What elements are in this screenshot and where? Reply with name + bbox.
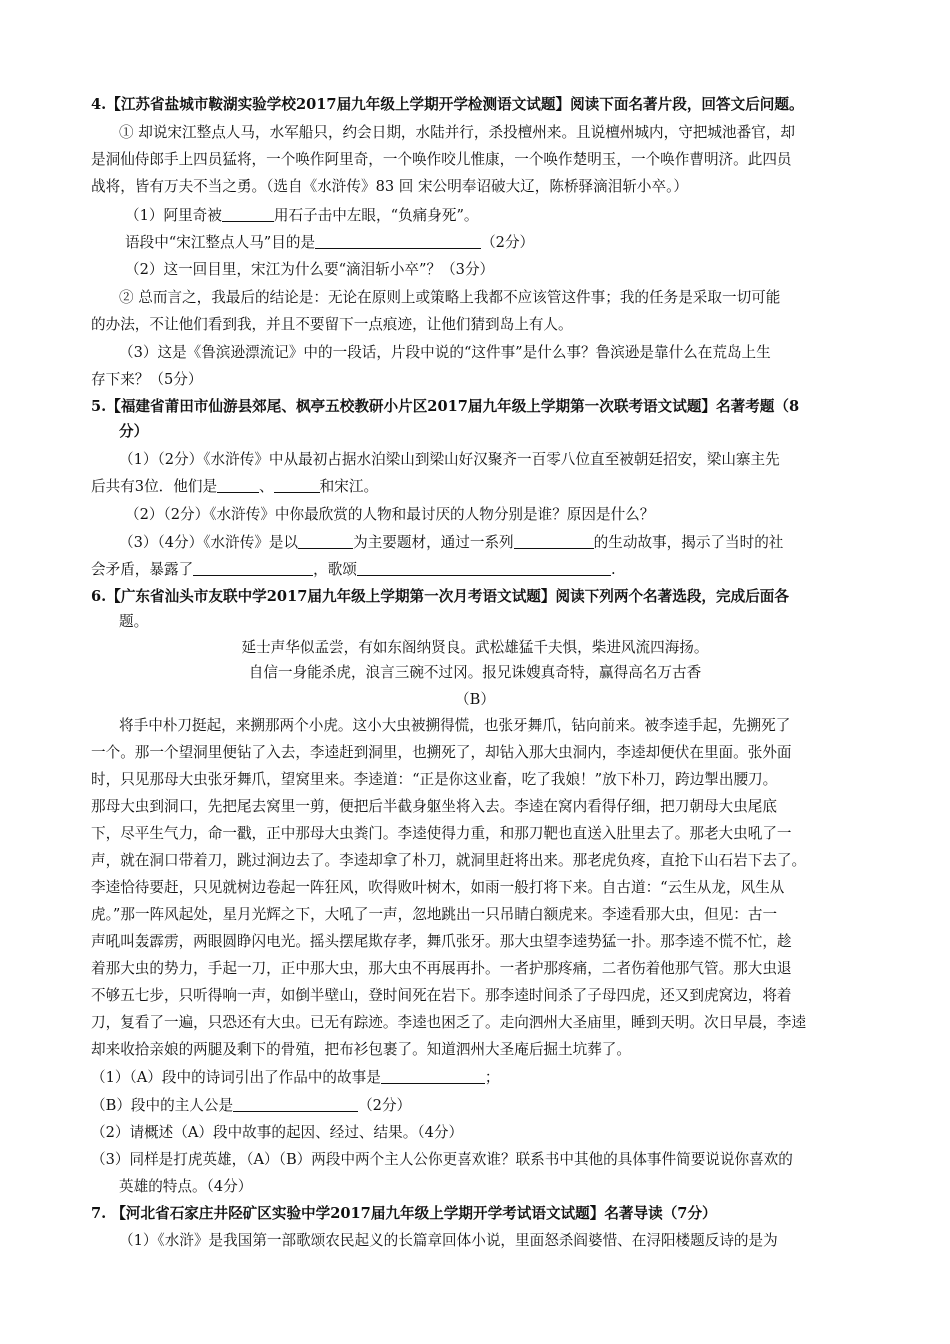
q4-header: 4.【江苏省盐城市鞍湖实验学校2017届九年级上学期开学检测语文试题】阅读下面名著片段，回答文后问题。 (91, 96, 804, 113)
q7-question1-line1: （1）《水浒》是我国第一部歌颂农民起义的长篇章回体小说，里面怒杀阎婆惜、在浔阳楼题反诗的是为 (119, 1232, 778, 1249)
q5-question3-line2 (91, 560, 616, 580)
q4-q1-blank[interactable] (222, 206, 274, 222)
q5-question2: （2）（2分）《水浒传》中你最欣赏的人物和最讨厌的人物分别是谁？原因是什么？ (125, 506, 655, 523)
q6-question2: （2）请概述（A）段中故事的起因、经过、结果。（4分） (91, 1124, 464, 1141)
q5-q1-blank1[interactable] (217, 477, 259, 493)
q6-q1-score: （2分） (358, 1097, 412, 1114)
q6-b-line: 下，尽平生气力，命一戳，正中那母大虫粪门。李逵使得力重，和那刀靶也直送入肚里去了。那老大虫吼了一 (91, 825, 792, 842)
q6-question1 (91, 1068, 499, 1088)
q4-passage2-line2: 的办法，不让他们看到我，并且不要留下一点痕迹，让他们猜到岛上有人。 (91, 316, 573, 333)
q4-question1 (125, 206, 479, 226)
q5-header-line2: 分） (119, 423, 149, 440)
q5-q3-blank2[interactable] (514, 533, 594, 549)
q5-q3-text-f: . (610, 561, 616, 578)
q6-poem-line2: 自信一身能杀虎，浪言三碗不过冈。报兄诛嫂真奇特，赢得高名万古香 (248, 664, 702, 681)
q4-q1-text-a: （1）阿里奇被 (125, 207, 222, 224)
q4-question3-line2: 存下来？（5分） (91, 371, 203, 388)
q6-b-line: 李逵恰待要赶，只见就树边卷起一阵狂风，吹得败叶树木，如雨一般打将下来。自古道：“云生从龙，风生从 (91, 879, 785, 896)
q6-q1-text-c: （B）段中的主人公是 (91, 1097, 234, 1114)
q5-question3-line1 (119, 533, 783, 553)
q6-q1-blank[interactable] (381, 1068, 485, 1084)
q5-q1-sep: 、 (259, 478, 274, 495)
q5-q3-text-a: （3）（4分）《水浒传》是以 (119, 534, 299, 551)
q4-q1-score: （2分） (481, 234, 535, 251)
q5-q1-text-b: 和宋江。 (319, 478, 379, 495)
q6-b-line: 着那大虫的势力，手起一刀，正中那大虫，那大虫不再展再扑。一者护那疼痛，二者伤着他那气管。那大虫退 (91, 960, 792, 977)
q6-b-line: 不够五七步，只听得响一声，如倒半壁山，登时间死在岩下。那李逵时间杀了子母四虎，还又到虎窝边，将着 (91, 987, 792, 1004)
q5-q3-text-b: 为主要题材，通过一系列 (353, 534, 514, 551)
q4-question2: （2）这一回目里，宋江为什么要“滴泪斩小卒”？（3分） (125, 261, 495, 278)
q5-q3-text-e: ，歌颂 (313, 561, 357, 578)
q4-question3-line1: （3）这是《鲁滨逊漂流记》中的一段话，片段中说的“这件事”是什么事？鲁滨逊是靠什么在荒岛上生 (119, 344, 771, 361)
q6-header-line2: 题。 (119, 613, 149, 630)
q6-b-line: 虎。”那一阵风起处，星月光辉之下，大吼了一声，忽地跳出一只吊睛白额虎来。李逵看那大虫，但见：古一 (91, 906, 778, 923)
q5-question1-line1: （1）（2分）《水浒传》中从最初占据水泊梁山到梁山好汉聚齐一百零八位直至被朝廷招安，梁山寨主先 (119, 451, 780, 468)
q6-q1-text-b: ； (484, 1069, 500, 1086)
q4-passage1-line1: ① 却说宋江整点人马，水军船只，约会日期，水陆并行，杀投檀州来。且说檀州城内，守把城池番官，却 (119, 124, 795, 141)
q6-b-line: 那母大虫到洞口，先把尾去窝里一剪，便把后半截身躯坐将入去。李逵在窝内看得仔细，把刀朝母大虫尾底 (91, 798, 777, 815)
q7-header: 7. 【河北省石家庄井陉矿区实验中学2017届九年级上学期开学考试语文试题】名著导读（7分） (91, 1205, 717, 1222)
q6-section-b-label: （B） (455, 691, 495, 708)
q5-q3-blank4[interactable] (357, 560, 611, 576)
q5-q1-blank2[interactable] (274, 477, 320, 493)
q6-b-line: 声，就在洞口带着刀，跳过涧边去了。李逵却拿了朴刀，就洞里赶将出来。那老虎负疼，直抢下山石岩下去了。 (91, 852, 807, 869)
q6-q1-text-a: （1）（A）段中的诗词引出了作品中的故事是 (91, 1069, 381, 1086)
q6-header-line1: 6.【广东省汕头市友联中学2017届九年级上学期第一次月考语文试题】阅读下列两个名著选段，完成后面各 (91, 588, 789, 605)
q5-question1-line2 (91, 477, 378, 497)
q5-q3-text-d: 会矛盾，暴露了 (91, 561, 194, 578)
q4-passage1-line3: 战将，皆有万夫不当之勇。（选自《水浒传》83 回 宋公明奉诏破大辽，陈桥驿滴泪斩小卒。） (91, 178, 689, 195)
q6-question1-b (91, 1096, 411, 1116)
q6-b-line: 声吼叫轰霹雳，两眼圆睁闪电光。摇头摆尾欺存孝，舞爪张牙。那大虫望李逵势猛一扑。那李逵不慌不忙，趁 (91, 933, 792, 950)
q5-header-line1: 5.【福建省莆田市仙游县郊尾、枫亭五校教研小片区2017届九年级上学期第一次联考语文试题】名著考题（8 (91, 398, 800, 415)
q6-question3-line2: 英雄的特点。（4分） (119, 1178, 253, 1195)
q6-b-line: 一个。那一个望洞里便钻了入去，李逵赶到洞里，也搠死了，却钻入那大虫洞内，李逵却便伏在里面。张外面 (91, 744, 792, 761)
q4-q1-text-b: 用石子击中左眼，“负痛身死”。 (273, 207, 479, 224)
q6-b-line: 时，只见那母大虫张牙舞爪，望窝里来。李逵道：“正是你这业畜，吃了我娘！”放下朴刀，跨边掣出腰刀。 (91, 771, 778, 788)
q5-q3-blank1[interactable] (298, 533, 353, 549)
q4-question1-purpose (125, 233, 534, 253)
q6-b-line: 将手中朴刀挺起，来搠那两个小虎。这小大虫被搠得慌，也张牙舞爪，钻向前来。被李逵手起，先搠死了 (119, 717, 791, 734)
q5-q3-text-c: 的生动故事，揭示了当时的社 (593, 534, 784, 551)
q4-passage2-line1: ② 总而言之，我最后的结论是：无论在原则上或策略上我都不应该管这件事；我的任务是采取一切可能 (119, 289, 781, 306)
q6-poem-line1: 延士声华似孟尝，有如东阁纳贤良。武松雄猛千夫惧，柴进风流四海扬。 (241, 639, 709, 656)
q5-q1-text-a: 后共有3位．他们是 (91, 478, 218, 495)
q6-b-line: 刀，复看了一遍，只恐还有大虫。已无有踪迹。李逵也困乏了。走向泗州大圣庙里，睡到天明。次日早晨，李逵 (91, 1014, 807, 1031)
q4-q1-text-c: 语段中“宋江整点人马”目的是 (125, 234, 316, 251)
q5-q3-blank3[interactable] (193, 560, 313, 576)
q6-b-line: 却来收拾亲娘的两腿及剩下的骨殖，把布衫包裹了。知道泗州大圣庵后掘土坑葬了。 (91, 1041, 631, 1058)
q4-q1-purpose-blank[interactable] (315, 233, 481, 249)
q6-q1-protagonist-blank[interactable] (233, 1096, 358, 1112)
q4-passage1-line2: 是洞仙侍郎手上四员猛将，一个唤作阿里奇，一个唤作咬儿惟康，一个唤作楚明玉，一个唤作曹明济。此四员 (91, 151, 792, 168)
q6-question3-line1: （3）同样是打虎英雄，（A）（B）两段中两个主人公你更喜欢谁？联系书中其他的具体事件简要说说你喜欢的 (91, 1151, 793, 1168)
